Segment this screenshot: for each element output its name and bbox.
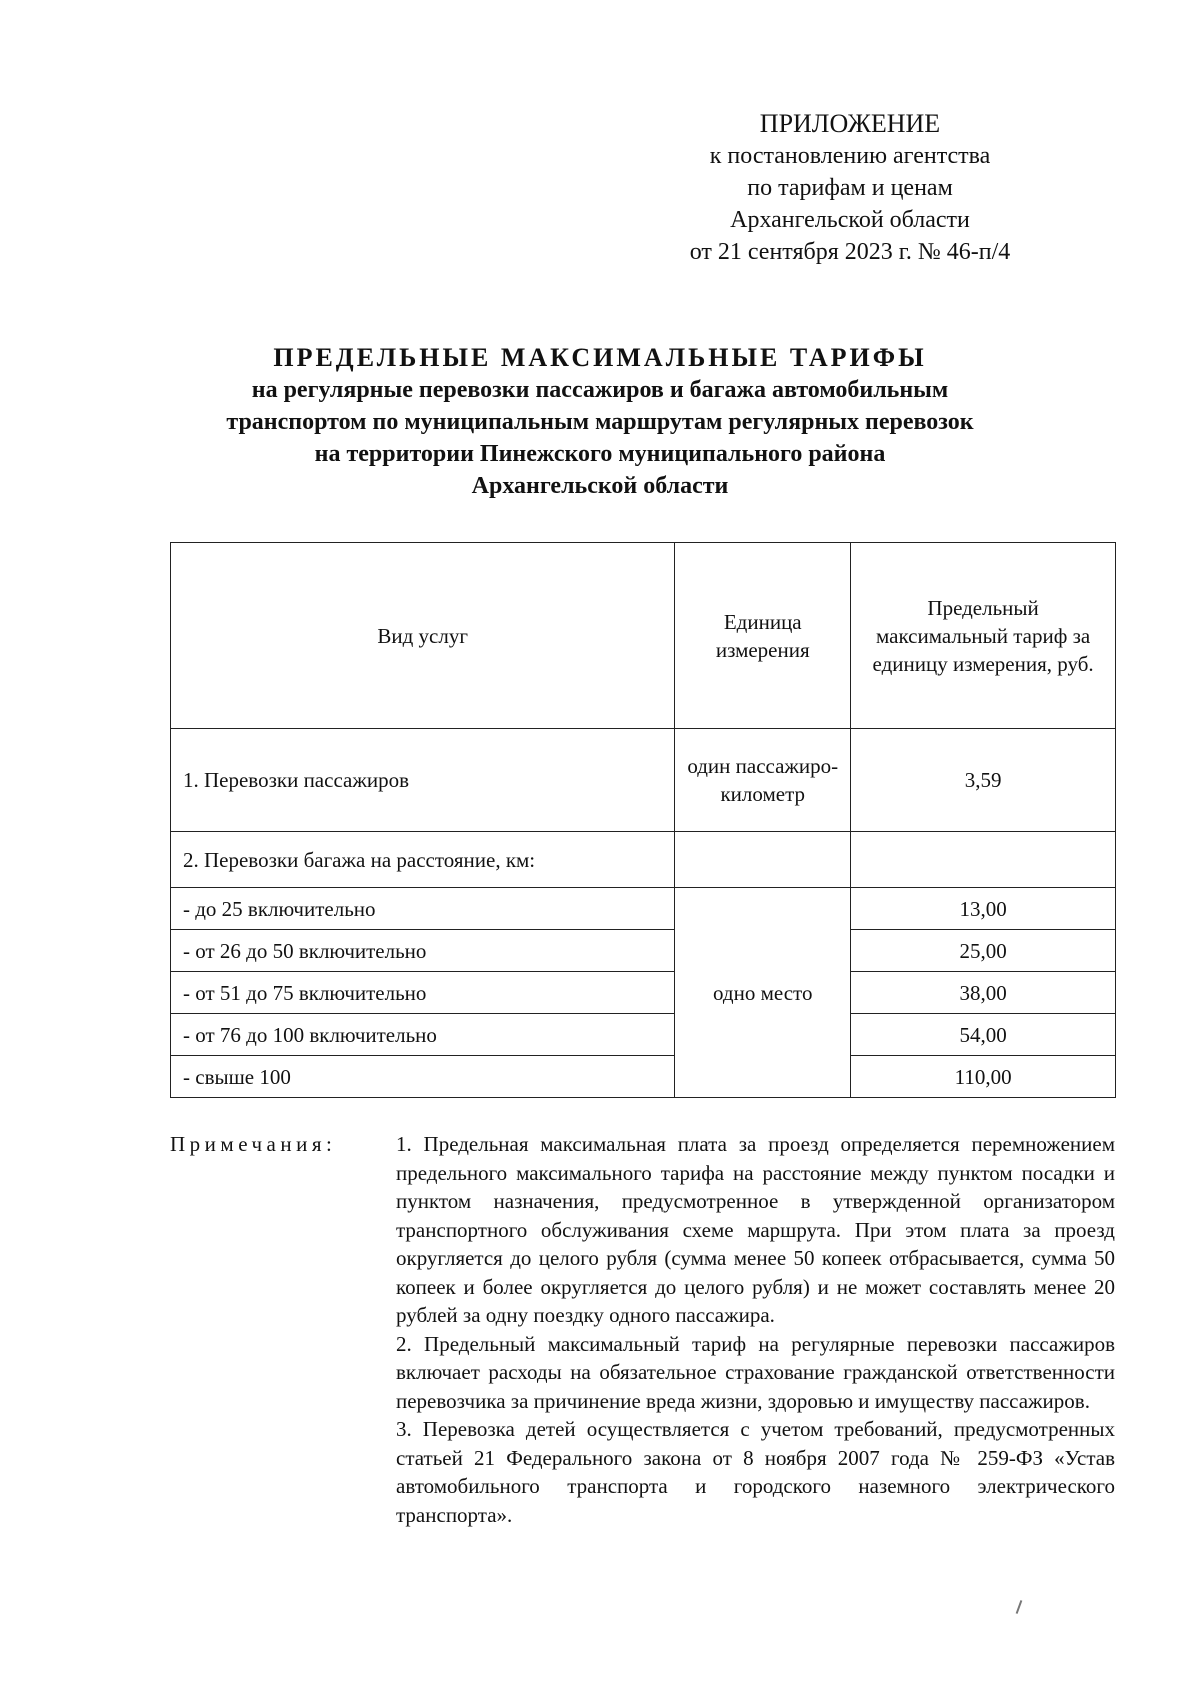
appendix-header (640, 108, 1060, 268)
passengers-unit: один пассажиро-километр (675, 729, 851, 832)
note-item: 1. Предельная максимальная плата за проезд определяется перемножением предельного максимального тарифа на расстояние между пунктом посадки и пунктом назначения, предусмотренное в утвержденной организатором транспортного обслуживания схеме маршрута. При этом плата за проезд округляется до целого рубля (сумма менее 50 копеек отбрасывается, сумма 50 копеек и более округляется до целого рубля) и не может составлять менее 20 рублей за одну поездку одного пассажира. (396, 1132, 1115, 1327)
notes-body (396, 1130, 1115, 1529)
document-title (150, 342, 1050, 502)
empty-cell (675, 832, 851, 888)
tariff-value: 54,00 (851, 1014, 1116, 1056)
tariff-value: 13,00 (851, 888, 1116, 930)
appendix-line: к постановлению агентства (709, 143, 991, 169)
empty-cell (851, 832, 1116, 888)
main-title: ПРЕДЕЛЬНЫЕ МАКСИМАЛЬНЫЕ ТАРИФЫ (273, 343, 927, 372)
note-item: 2. Предельный максимальный тариф на регулярные перевозки пассажиров включает расходы на обязательное страхование гражданской ответственности перевозчика за причинение вреда жизни, здоровью и имуществу пассажиров. (396, 1331, 1115, 1413)
tariff-value: 38,00 (851, 972, 1116, 1014)
appendix-title: ПРИЛОЖЕНИЕ (759, 109, 941, 138)
table-row (171, 930, 1116, 972)
table-row (171, 1056, 1116, 1098)
distance-label: - до 25 включительно (171, 888, 675, 930)
appendix-line: Архангельской области (730, 207, 970, 233)
subtitle-line: на регулярные перевозки пассажиров и багажа автомобильным (251, 377, 949, 403)
appendix-line: по тарифам и ценам (747, 175, 953, 201)
appendix-date-number: от 21 сентября 2023 г. № 46-п/4 (689, 239, 1011, 265)
tariff-table (170, 542, 1116, 1098)
subtitle-line: Архангельской области (471, 473, 729, 499)
table-row (171, 1014, 1116, 1056)
distance-label: - от 76 до 100 включительно (171, 1014, 675, 1056)
tariff-value: 25,00 (851, 930, 1116, 972)
header-tariff: Предельный максимальный тариф за единицу измерения, руб. (851, 543, 1116, 729)
header-unit: Единица измерения (675, 543, 851, 729)
distance-label: - от 51 до 75 включительно (171, 972, 675, 1014)
note-item: 3. Перевозка детей осуществляется с учетом требований, предусмотренных статьей 21 Федерального закона от 8 ноября 2007 года № 259-ФЗ «Устав автомобильного транспорта и городского наземного электрического транспорта». (396, 1417, 1115, 1527)
tariff-value: 110,00 (851, 1056, 1116, 1098)
table-row (171, 888, 1116, 930)
subtitle-line: на территории Пинежского муниципального района (314, 441, 886, 467)
baggage-unit: одно место (675, 888, 851, 1098)
baggage-label: 2. Перевозки багажа на расстояние, км: (171, 832, 675, 888)
notes-label: Примечания: (170, 1132, 337, 1156)
table-row (171, 972, 1116, 1014)
distance-label: - от 26 до 50 включительно (171, 930, 675, 972)
passengers-label: 1. Перевозки пассажиров (171, 729, 675, 832)
header-service: Вид услуг (171, 543, 675, 729)
table-row-passengers (171, 729, 1116, 832)
distance-label: - свыше 100 (171, 1056, 675, 1098)
table-header-row (171, 543, 1116, 729)
subtitle-line: транспортом по муниципальным маршрутам регулярных перевозок (226, 409, 974, 435)
passengers-value: 3,59 (851, 729, 1116, 832)
table-row-baggage (171, 832, 1116, 888)
scan-mark (1016, 1600, 1023, 1614)
